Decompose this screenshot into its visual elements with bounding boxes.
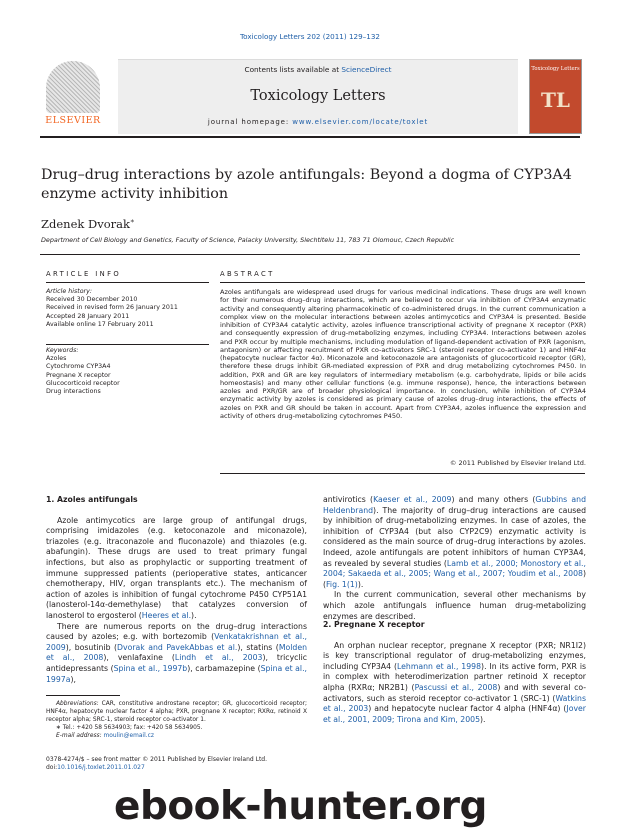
text-run: ) and many others ( xyxy=(451,495,536,504)
text-run: ), statins ( xyxy=(237,642,279,652)
abbreviations-text: CAR, constitutive androstane receptor; GR, glucocorticoid receptor; HNF4α, hepatocyte nuclear factor 4 alpha; PXR, pregnane X receptor; RXRα, retinoid X receptor alpha; SRC-1, steroid receptor co-activator 1. xyxy=(46,701,307,723)
email-footnote xyxy=(46,732,307,740)
paragraph xyxy=(46,516,307,622)
text-run: There are numerous reports on the drug–drug interactions caused by azoles; e.g. with bortezomib ( xyxy=(46,621,307,642)
cover-title: Toxicology Letters xyxy=(531,66,580,72)
history-label: Article history: xyxy=(46,288,92,295)
article-info-divider xyxy=(46,344,209,345)
copyright-line: © 2011 Published by Elsevier Ireland Ltd. xyxy=(449,459,586,467)
history-item: Available online 17 February 2011 xyxy=(46,320,154,328)
article-info-heading: ARTICLE INFO xyxy=(46,270,122,278)
keywords xyxy=(46,347,120,396)
text-run: ) and hepatocyte nuclear factor 4 alpha (HNF4α) ( xyxy=(368,704,567,714)
abstract-text: Azoles antifungals are widespread used drugs for various medicinal indications. These drugs are well known for their numerous drug–drug interactions, which are believed to occur via inhibition of CYP3A4 enzymatic activity and consequently altering pharmacokinetic of co-administered drugs. In the current communication a complex view on the molecular interactions between azoles antimycotics and CYP3A4 is presented. Beside inhibition of CYP3A4 catalytic activity, azoles influence transcriptional activity of pregnane X receptor (PXR) and consequently expression of drug-metabolizing enzymes, including CYP3A4. Interactions between azoles and PXR occur by multiple mechanisms, including modulation of ligand-dependent activation of PXR (agonism, antagonism) or affecting recruitment of PXR co-activators SRC-1 (steroid receptor co-activator 1) and HNF4α (hepatocyte nuclear factor 4α). Miconazole and ketoconazole are antagonists of glucocorticoid receptor (GR), therefore these drugs inhibit GR-mediated expression of PXR and drug metabolizing cytochromes P450. In addition, PXR and GR are key regulators of intermediary metabolism (e.g. carbohydrate, lipids or bile acids homeostasis) and many other cellular functions (e.g. immune response), hence, the interactions between azoles and PXR/GR are of broader physiological importance. In conclusion, while inhibition of CYP3A4 enzymatic activity by azoles is considered as primary cause of azoles drug–drug interactions, the effects of azoles on PXR and GR should be taken in account. Apart from CYP3A4, azoles influence the expression and activity of others drug-metabolizing cytochromes P450. xyxy=(220,288,586,420)
paragraph xyxy=(46,622,307,686)
citation-link[interactable]: Heeres et al. xyxy=(141,610,192,620)
author-name: Zdenek Dvorak xyxy=(41,217,130,231)
text-run: An orphan nuclear receptor, pregnane X receptor (PXR; NR1I2) is key transcriptional regulator of drug-metabolizing enzymes, including CYP3A4 ( xyxy=(323,640,586,671)
text-run: ), xyxy=(70,674,76,684)
citation-link[interactable]: Gubbins and Heldenbrand xyxy=(323,495,586,515)
email-link[interactable]: moulin@email.cz xyxy=(103,733,154,739)
citation-link[interactable]: Spina et al., 1997a xyxy=(46,663,308,684)
author-line xyxy=(41,217,135,231)
article-title: Drug–drug interactions by azole antifungals: Beyond a dogma of CYP3A4 enzyme activity inhibition xyxy=(41,167,572,202)
right-column xyxy=(323,495,586,622)
keyword: Glucocorticoid receptor xyxy=(46,379,120,387)
text-run: ). xyxy=(357,579,364,589)
citation-link[interactable]: Lamb et al., 2000; Monostory et al., 2004; Sakaeda et al., 2005; Wang et al., 2007; Youdim et al., 2008 xyxy=(323,558,586,579)
history-item: Accepted 28 January 2011 xyxy=(46,312,130,320)
paragraph xyxy=(323,495,586,590)
elsevier-logo xyxy=(40,59,106,133)
sciencedirect-link[interactable]: ScienceDirect xyxy=(341,65,392,74)
homepage-link[interactable]: www.elsevier.com/locate/toxlet xyxy=(292,118,429,126)
journal-reference[interactable]: Toxicology Letters 202 (2011) 129–132 xyxy=(240,32,380,41)
text-run: ). In its active form, PXR is in complex with heterodimerization partner retinoid X receptor alpha (RXRα; NR2B1) ( xyxy=(323,661,587,692)
text-run: ), carbamazepine ( xyxy=(187,663,261,673)
header-rule xyxy=(40,254,580,255)
journal-banner xyxy=(118,59,518,134)
text-run: ), bosutinib ( xyxy=(65,642,118,652)
abstract-heading: ABSTRACT xyxy=(220,270,275,278)
citation-link[interactable]: Jover et al., 2001, 2009; Tirona and Kim, 2005 xyxy=(323,704,586,724)
keyword: Drug interactions xyxy=(46,388,101,396)
paragraph xyxy=(323,641,586,726)
citation-link[interactable]: Venkatakrishnan et al., 2009 xyxy=(46,632,307,652)
doi-link[interactable]: 10.1016/j.toxlet.2011.01.027 xyxy=(57,764,145,771)
tel-footnote: ∗ Tel.: +420 58 5634903; fax: +420 58 5634905. xyxy=(56,725,203,731)
keyword: Azoles xyxy=(46,355,67,363)
author-mark[interactable]: ∗ xyxy=(129,217,135,226)
section-heading: 1. Azoles antifungals xyxy=(46,495,138,504)
text-run: ). The majority of drug–drug interactions are caused by inhibition of drug-metabolizing enzymes. In case of azoles, the inhibition of CYP3A4 (but also CYP2C9) enzymatic activity is considered as the main source of drug–drug interactions by azoles. Indeed, azole antifungals are potent inhibitors of human CYP3A4, as revealed by several studies ( xyxy=(323,505,586,568)
watermark-text: ebook-hunter.org xyxy=(114,784,487,829)
text-run: ). xyxy=(480,714,486,724)
affiliation: Department of Cell Biology and Genetics, Faculty of Science, Palacky University, Slechtitelu 11, 783 71 Olomouc, Czech Republic xyxy=(41,236,455,244)
text-run: antivirotics ( xyxy=(323,495,374,504)
front-matter xyxy=(46,756,267,772)
keyword: Pregnane X receptor xyxy=(46,371,111,379)
journal-title: Toxicology Letters xyxy=(250,88,386,104)
homepage-line xyxy=(118,118,518,126)
cover-mark: TL xyxy=(541,88,570,112)
citation-link[interactable]: Lindh et al., 2003 xyxy=(174,653,263,663)
history-item: Received 30 December 2010 xyxy=(46,296,138,304)
watermark-banner xyxy=(100,784,620,829)
journal-cover-thumbnail xyxy=(529,59,582,134)
masthead xyxy=(40,59,580,147)
section-2 xyxy=(323,620,586,725)
text-run: Azole antimycotics are large group of antifungal drugs, comprising imidazoles (e.g. ketoconazole and miconazole), triazoles (e.g. itraconazole and fluconazole) and thiazoles (e.g. abafungin). These drugs are used to treat primary fungal infections, but also as prophylactic or supporting treatment of immune suppressed patients (perioperative states, anticancer chemotherapy, HIV, organ transplants etc.). The mechanism of action of azoles is inhibition of fungal cytochrome P450 CYP51A1 (lanosterol-14α-demethylase) that catalyzes conversion of lanosterol to ergosterol ( xyxy=(46,515,307,620)
section-heading: 2. Pregnane X receptor xyxy=(323,620,425,629)
doi-prefix: doi: xyxy=(46,764,58,771)
citation-link[interactable]: Kaeser et al., 2009 xyxy=(373,495,452,504)
keyword: Cytochrome CYP3A4 xyxy=(46,363,111,371)
contents-line xyxy=(118,65,518,74)
email-label: E-mail address: xyxy=(56,733,104,739)
text-run: ) ( xyxy=(323,569,586,589)
issn-line: 0378-4274/$ – see front matter © 2011 Published by Elsevier Ireland Ltd. xyxy=(46,756,268,763)
abbreviations-footnote xyxy=(46,700,307,724)
figure-link[interactable]: Fig. 1(1) xyxy=(326,579,358,589)
text-run: ). xyxy=(191,610,197,620)
text-run: ), tricyclic antidepressants ( xyxy=(46,653,307,673)
doi-line xyxy=(46,764,267,772)
text-run: ) and with several co-activators, such as steroid receptor co-activator 1 (SRC-1) ( xyxy=(323,682,587,703)
contents-prefix: Contents lists available at xyxy=(244,65,342,74)
citation-link[interactable]: Pascussi et al., 2008 xyxy=(414,682,498,692)
publisher-logo-text: ELSEVIER xyxy=(45,115,101,126)
keywords-label: Keywords: xyxy=(46,347,79,354)
masthead-rule xyxy=(40,136,580,138)
citation-link[interactable]: Spina et al., 1997b xyxy=(113,663,188,673)
footnotes xyxy=(46,700,307,740)
citation-link[interactable]: Lehmann et al., 1998 xyxy=(396,661,482,671)
text-run: ), venlafaxine ( xyxy=(103,653,175,663)
article-info-rule xyxy=(46,282,209,283)
citation-link[interactable]: Watkins et al., 2003 xyxy=(323,693,586,714)
homepage-prefix: journal homepage: xyxy=(207,118,293,126)
elsevier-tree-icon xyxy=(46,61,100,113)
paragraph: In the current communication, several other mechanisms by which azole antifungals influence human drug-metabolizing enzymes are described. xyxy=(323,590,586,621)
citation-link[interactable]: Molden et al., 2008 xyxy=(46,642,308,663)
article-history xyxy=(46,288,178,329)
abstract-rule xyxy=(220,282,585,283)
footnote-rule xyxy=(46,695,120,696)
history-item: Received in revised form 26 January 2011 xyxy=(46,304,178,312)
left-column xyxy=(46,495,307,685)
abstract-bottom-rule xyxy=(220,473,585,474)
citation-link[interactable]: Dvorak and PavekAbbas et al. xyxy=(117,642,238,652)
abbreviations-label: Abbreviations: xyxy=(56,701,99,707)
